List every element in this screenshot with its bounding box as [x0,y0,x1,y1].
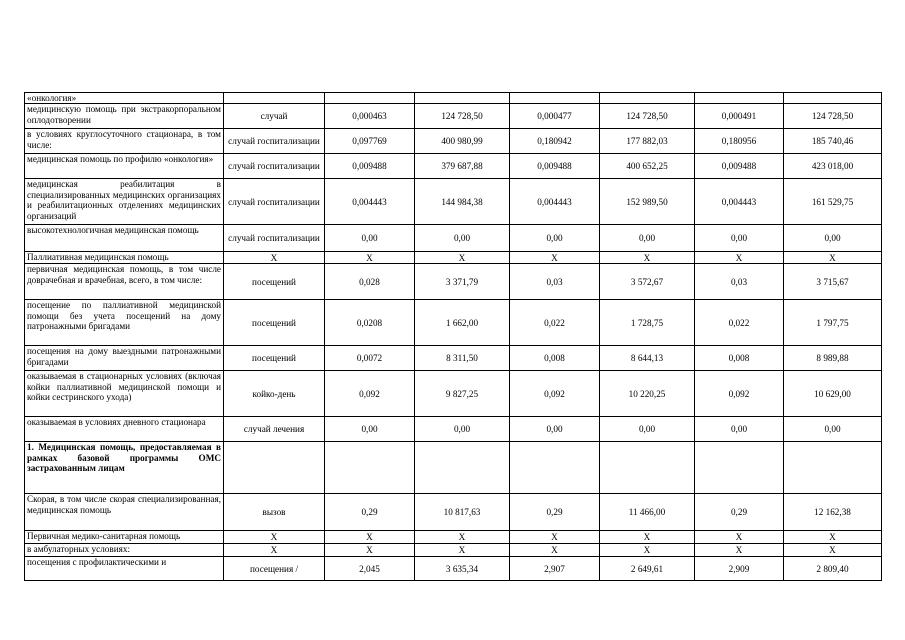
value-cell [600,442,695,494]
value-cell: Х [695,252,784,264]
value-cell: Х [325,531,415,544]
value-cell: 0,00 [325,225,415,252]
value-cell: 0,000491 [695,104,784,129]
value-cell: 0,00 [415,417,510,442]
table-row [25,417,882,442]
unit-cell: случай [224,104,325,129]
value-cell: 124 728,50 [600,104,695,129]
table-row [25,179,882,225]
value-cell: 2,045 [325,557,415,581]
value-cell [784,442,882,494]
table-row [25,154,882,179]
value-cell: Х [784,531,882,544]
value-cell: 0,092 [325,371,415,417]
row-label: Паллиативная медицинская помощь [25,252,224,264]
value-cell: 0,000477 [510,104,600,129]
value-cell: Х [325,544,415,557]
value-cell: 0,022 [695,300,784,346]
unit-cell: Х [224,531,325,544]
value-cell: 400 652,25 [600,154,695,179]
value-cell: 10 220,25 [600,371,695,417]
value-cell [695,93,784,104]
value-cell: Х [415,531,510,544]
row-label: оказываемая в стационарных условиях (включая койки паллиативной медицинской помощи и койки сестринского ухода) [25,371,224,417]
value-cell: 3 635,34 [415,557,510,581]
table-row [25,371,882,417]
value-cell: 423 018,00 [784,154,882,179]
value-cell: 144 984,38 [415,179,510,225]
value-cell: 11 466,00 [600,494,695,531]
value-cell: 0,004443 [510,179,600,225]
unit-cell: койко-день [224,371,325,417]
value-cell [510,442,600,494]
value-cell: 0,000463 [325,104,415,129]
value-cell: 0,097769 [325,129,415,154]
value-cell: 2,907 [510,557,600,581]
value-cell: 185 740,46 [784,129,882,154]
table-row [25,93,882,104]
row-label: Первичная медико-санитарная помощь [25,531,224,544]
value-cell: 9 827,25 [415,371,510,417]
value-cell: 10 817,63 [415,494,510,531]
value-cell: Х [600,252,695,264]
value-cell: 0,180942 [510,129,600,154]
value-cell: 0,00 [784,225,882,252]
norms-table [24,92,882,581]
row-label: Скорая, в том числе скорая специализированная, медицинская помощь [25,494,224,531]
value-cell: Х [415,544,510,557]
value-cell: 2 809,40 [784,557,882,581]
table-row [25,346,882,371]
value-cell: 8 644,13 [600,346,695,371]
value-cell: 0,00 [510,225,600,252]
row-label: медицинская помощь по профилю «онкология» [25,154,224,179]
value-cell: 1 662,00 [415,300,510,346]
row-label: 1. Медицинская помощь, предоставляемая в рамках базовой программы ОМС застрахованным лицам [25,442,224,494]
value-cell: 0,004443 [325,179,415,225]
value-cell: 1 797,75 [784,300,882,346]
document-page [24,92,881,581]
value-cell: 0,0208 [325,300,415,346]
unit-cell: посещений [224,264,325,300]
value-cell: 0,092 [695,371,784,417]
value-cell: 0,00 [695,417,784,442]
value-cell: 10 629,00 [784,371,882,417]
value-cell: Х [600,531,695,544]
unit-cell: Х [224,252,325,264]
unit-cell: случай госпитализации [224,179,325,225]
value-cell: 2,909 [695,557,784,581]
unit-cell: вызов [224,494,325,531]
value-cell: 0,03 [510,264,600,300]
row-label: медицинская реабилитация в специализированных медицинских организациях и реабилитационных отделениях медицинских организаций [25,179,224,225]
table-row [25,494,882,531]
unit-cell: посещения / [224,557,325,581]
table-row [25,104,882,129]
unit-cell: случай лечения [224,417,325,442]
value-cell: 161 529,75 [784,179,882,225]
value-cell: 0,008 [510,346,600,371]
value-cell: Х [784,544,882,557]
value-cell: 3 572,67 [600,264,695,300]
unit-cell: случай госпитализации [224,129,325,154]
value-cell: 0,00 [600,225,695,252]
table-row [25,442,882,494]
value-cell: 0,00 [600,417,695,442]
value-cell: 8 989,88 [784,346,882,371]
table-row [25,264,882,300]
value-cell: 152 989,50 [600,179,695,225]
value-cell: 0,028 [325,264,415,300]
value-cell: 0,009488 [325,154,415,179]
row-label: медицинскую помощь при экстракорпоральном оплодотворении [25,104,224,129]
value-cell: 0,00 [695,225,784,252]
unit-cell: посещений [224,300,325,346]
value-cell [784,93,882,104]
unit-cell: посещений [224,346,325,371]
value-cell: 12 162,38 [784,494,882,531]
value-cell: 8 311,50 [415,346,510,371]
table-row [25,531,882,544]
unit-cell: случай госпитализации [224,154,325,179]
value-cell: 124 728,50 [415,104,510,129]
value-cell: Х [695,531,784,544]
value-cell [600,93,695,104]
value-cell [325,93,415,104]
value-cell: 0,29 [510,494,600,531]
row-label: высокотехнологичная медицинская помощь [25,225,224,252]
value-cell: Х [784,252,882,264]
row-label: первичная медицинская помощь, в том числе доврачебная и врачебная, всего, в том числе: [25,264,224,300]
unit-cell [224,442,325,494]
value-cell: 177 882,03 [600,129,695,154]
value-cell: 0,00 [325,417,415,442]
value-cell: 124 728,50 [784,104,882,129]
value-cell: Х [510,544,600,557]
value-cell: 0,092 [510,371,600,417]
table-row [25,225,882,252]
value-cell: 3 715,67 [784,264,882,300]
value-cell: 2 649,61 [600,557,695,581]
unit-cell: случай госпитализации [224,225,325,252]
value-cell: Х [510,531,600,544]
value-cell: 0,00 [784,417,882,442]
row-label: «онкология» [25,93,224,104]
unit-cell [224,93,325,104]
value-cell: 0,29 [325,494,415,531]
table-row [25,544,882,557]
unit-cell: Х [224,544,325,557]
value-cell: 0,03 [695,264,784,300]
row-label: посещение по паллиативной медицинской помощи без учета посещений на дому патронажными бригадами [25,300,224,346]
value-cell: 0,00 [510,417,600,442]
value-cell: 0,29 [695,494,784,531]
row-label: оказываемая в условиях дневного стационара [25,417,224,442]
value-cell: Х [510,252,600,264]
value-cell: 0,009488 [510,154,600,179]
value-cell: Х [415,252,510,264]
value-cell [510,93,600,104]
value-cell: 0,009488 [695,154,784,179]
value-cell [695,442,784,494]
value-cell: 0,0072 [325,346,415,371]
value-cell: 0,00 [415,225,510,252]
value-cell: Х [695,544,784,557]
value-cell: 0,008 [695,346,784,371]
table-row [25,129,882,154]
table-row [25,557,882,581]
value-cell [325,442,415,494]
row-label: посещения на дому выездными патронажными бригадами [25,346,224,371]
value-cell: Х [600,544,695,557]
value-cell [415,93,510,104]
table-row [25,252,882,264]
row-label: в условиях круглосуточного стационара, в том числе: [25,129,224,154]
value-cell: 379 687,88 [415,154,510,179]
table-row [25,300,882,346]
value-cell [415,442,510,494]
value-cell: Х [325,252,415,264]
value-cell: 0,004443 [695,179,784,225]
value-cell: 1 728,75 [600,300,695,346]
row-label: в амбулаторных условиях: [25,544,224,557]
value-cell: 3 371,79 [415,264,510,300]
row-label: посещения с профилактическими и [25,557,224,581]
value-cell: 0,022 [510,300,600,346]
value-cell: 0,180956 [695,129,784,154]
value-cell: 400 980,99 [415,129,510,154]
